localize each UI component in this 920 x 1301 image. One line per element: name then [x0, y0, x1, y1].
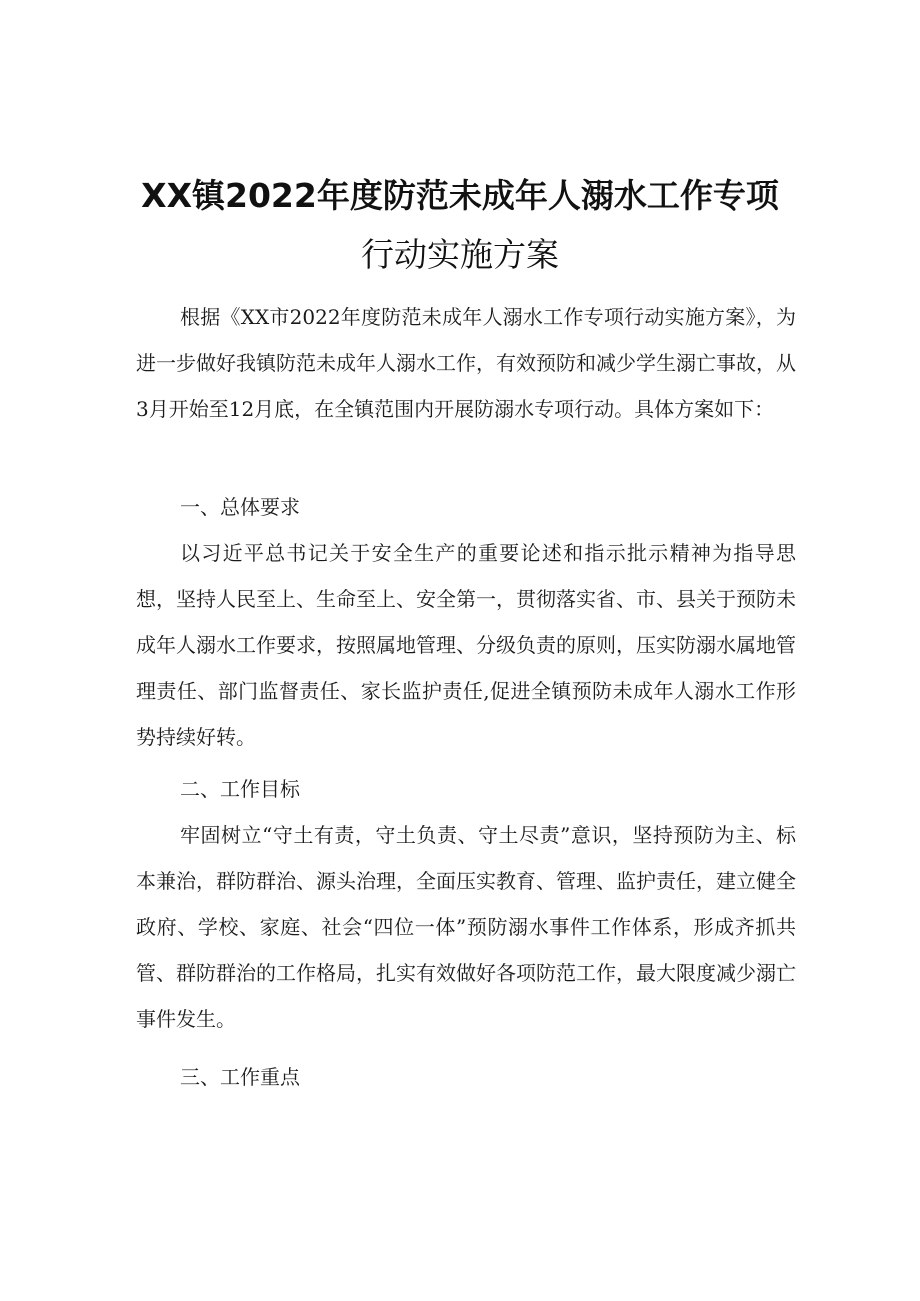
section-heading-3: 三、工作重点: [180, 1065, 300, 1089]
section-heading-1: 一、总体要求: [180, 495, 300, 519]
intro-text: 根据《XX市2022年度防范未成年人溺水工作专项行动实施方案》，为进一步做好我镇防范未成年人溺水工作，有效预防和减少学生溺亡事故，从3月开始至12月底，在全镇范围内开展防溺水专项行动。具体方案如下：: [136, 305, 796, 421]
section-body-2-text: 牢固树立“守土有责，守土负责、守土尽责”意识，坚持预防为主、标本兼治，群防群治、源头治理，全面压实教育、管理、监护责任，建立健全政府、学校、家庭、社会“四位一体”预防溺水事件工作体系，形成齐抓共管、群防群治的工作格局，扎实有效做好各项防范工作，最大限度减少溺亡事件发生。: [136, 823, 796, 1031]
section-body-1-text: 以习近平总书记关于安全生产的重要论述和指示批示精神为指导思想，坚持人民至上、生命至上、安全第一，贯彻落实省、市、县关于预防未成年人溺水工作要求，按照属地管理、分级负责的原则，压实防溺水属地管理责任、部门监督责任、家长监护责任,促进全镇预防未成年人溺水工作形势持续好转。: [136, 541, 796, 749]
section-body-2: [136, 812, 796, 1042]
section-body-1: [136, 530, 796, 760]
intro-paragraph: [136, 294, 796, 432]
document-title-line-2: 行动实施方案: [361, 235, 559, 274]
document-title-line-1: XX镇2022年度防范未成年人溺水工作专项: [141, 176, 779, 215]
section-heading-2: 二、工作目标: [180, 777, 300, 801]
